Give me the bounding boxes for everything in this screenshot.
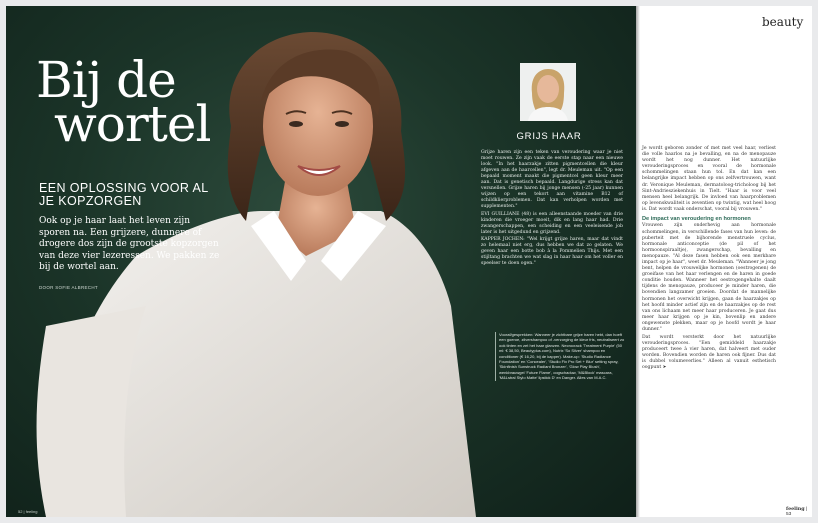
- left-page: [6, 6, 636, 517]
- body-paragraph: Je wordt geboren zonder of met met veel haar, verliest die volle haarlos na je bevalling, en na de menopauze wordt het nog dunner. Het natuurlijke verouderingsproces en vooral de hormonale schommelingen staan hun tol. En dat kan een belangrijke impact hebben op ons zelfvertrouwen, want dr. Veronique Meuleman, dermatoloog-tricholoog bij het Sint-Andriesziekenhuis in Tielt. "Haar is voor veel mensen heel belangrijk. De invloed van haarproblemen op levenskwaliteit is zeventien op twintig, wat heel hoog is. Dat wordt vaak onderschat, vooral bij vrouwen.": [642, 146, 776, 212]
- section-tag-beauty: beauty: [762, 15, 804, 29]
- body-paragraph: Grijze haren zijn een teken van veroudering waar je niet moet rouwen. Ze zijn vaak de eerste stap naar een nieuwe look. "In het haarzakje zitten pigmentcellen die kleur afgeven aan de haarcellen", legt dr. Meuleman uit. "Op een bepaald moment maakt die pigmentcel geen kleur meer aan. Dat is genetisch bepaald. Langdurige stress kan dat versnellen. Grijze haren bij jonge mensen (-25 jaar) kunnen wijzen op een tekort aan vitamine B12 of schildklierproblemen. Dat kan verholpen worden met supplementen.": [481, 150, 623, 209]
- title-line-2: wortel: [54, 95, 211, 153]
- body-paragraph: Dat wordt versterkt door het natuurlijke verouderingsproces. "Een gemiddeld haarzakje produceert twee à vier haren, dat halveert met ouder worden. Bovendien worden de haren ook fijner. Dus dat is dubbel volumeverlies." Alleen al vanuit esthetisch oogpunt ➤: [642, 334, 776, 371]
- subheading: De impact van veroudering en hormonen: [642, 216, 751, 223]
- folio-page-number: | 53: [786, 507, 808, 517]
- body-paragraph: KAPPER JOCHEN: "Wel krijgt grijze haren, maar dat vindt zo helemaal niet erg, dus hebben we dat zo gelaten. We geven haar een botte bob à la Pommelien Thijs. Met een stijltang brachten we wat slag in haar haar om het voller en speelser te doen ogen.": [481, 237, 623, 266]
- body-paragraph: EVI GUILLIANE (48) is een alleenstaande moeder van drie kinderen die vroeger moeit, dik en lang haar had. Drie zwangerschappen, een scheiding en een veeleisende job later is het uitgedund en grijzend.: [481, 211, 623, 235]
- body-paragraph: Vrouwen zijn onderhevig aan hormonale schommelingen, in verschillende fases van hun leven: de puberteit met de bijhorende menstruele cyclus, hormonale anticonceptie (de pil of het hormoonspiraaltje), zwangerschap, bevalling en menopauze. "Al deze fasen hebben ook een merkbare impact op je haar", weet dr. Meuleman. "Wanneer je jong bent, helpen de vrouwelijke hormonen (oestrogenen) de groeifase van het haar verlengen en de haren in goede conditie houden. Wanneer het oestrogengehalte daalt tijdens de menopauze, produceer je minder haren, die bovendien langzamer groeien. Doordat de mannelijke hormonen het overwicht krijgen, gaan de haarzakjes op het hoofd minder actief zijn en de haarzakjes op de rest van ons lichaam net meer haar produceren. Je gaat dus meer haar krijgen op je kin, bovenlip en andere ongewenste plekken, maar op je hoofd wordt je haar dunner.": [642, 223, 776, 333]
- article-intro: Ook op je haar laat het leven zijn sporen na. Een grijzere, dunnere of drogere dos zijn de grootste kopzorgen van deze vier lezeressen. We pakken ze bij de wortel aan.: [39, 216, 220, 272]
- page-gutter-shadow: [636, 6, 640, 517]
- article-subtitle: EEN OPLOSSING VOOR AL JE KOPZORGEN: [39, 181, 209, 208]
- product-caption: Vooraf/gesprekken: Wanneer je zichtbare grijze haren hebt, dan hoeft een goeroe, zilvershampoo of -verzorging de kleur fris, neutraliseert zo ook tinten en zet het haar glanzen. Necrocrack 'Treatment Purple' (50 ml: € 38,50, Beautyplus.com), Nutrix 'So Silver' shampoo en conditioner (€ 16,20, bij de kapper). Make-up: 'Studio Radiance Foundation' en 'Concealer', 'Studio Fix Pro Set + Blur' setting spray, 'Skinfinish Sunstruck Radiant Bronzer', 'Glow Play Blush', wenkbrauwgel 'Future Flame', oogschaduw, 'M&Block' mascara, 'M&Lstral Stylo Matte' lipstick D' en Danger. Alles van M.A.C.: [495, 332, 625, 381]
- title-line-1: Bij de: [36, 51, 176, 109]
- reader-thumbnail-photo: [520, 63, 576, 121]
- section-heading-grijs-haar: GRIJS HAAR: [516, 131, 582, 142]
- left-folio: 52 | feeling: [18, 509, 38, 514]
- article-title: [36, 51, 211, 153]
- left-body-column: [481, 150, 623, 269]
- right-folio: [786, 506, 812, 517]
- folio-brand: feeling: [786, 506, 805, 512]
- right-body-column: [642, 146, 776, 373]
- reader-thumbnail-icon: [520, 63, 576, 121]
- right-page: [636, 6, 812, 517]
- author-credit: DOOR SOFIE ALBRECHT: [39, 285, 98, 290]
